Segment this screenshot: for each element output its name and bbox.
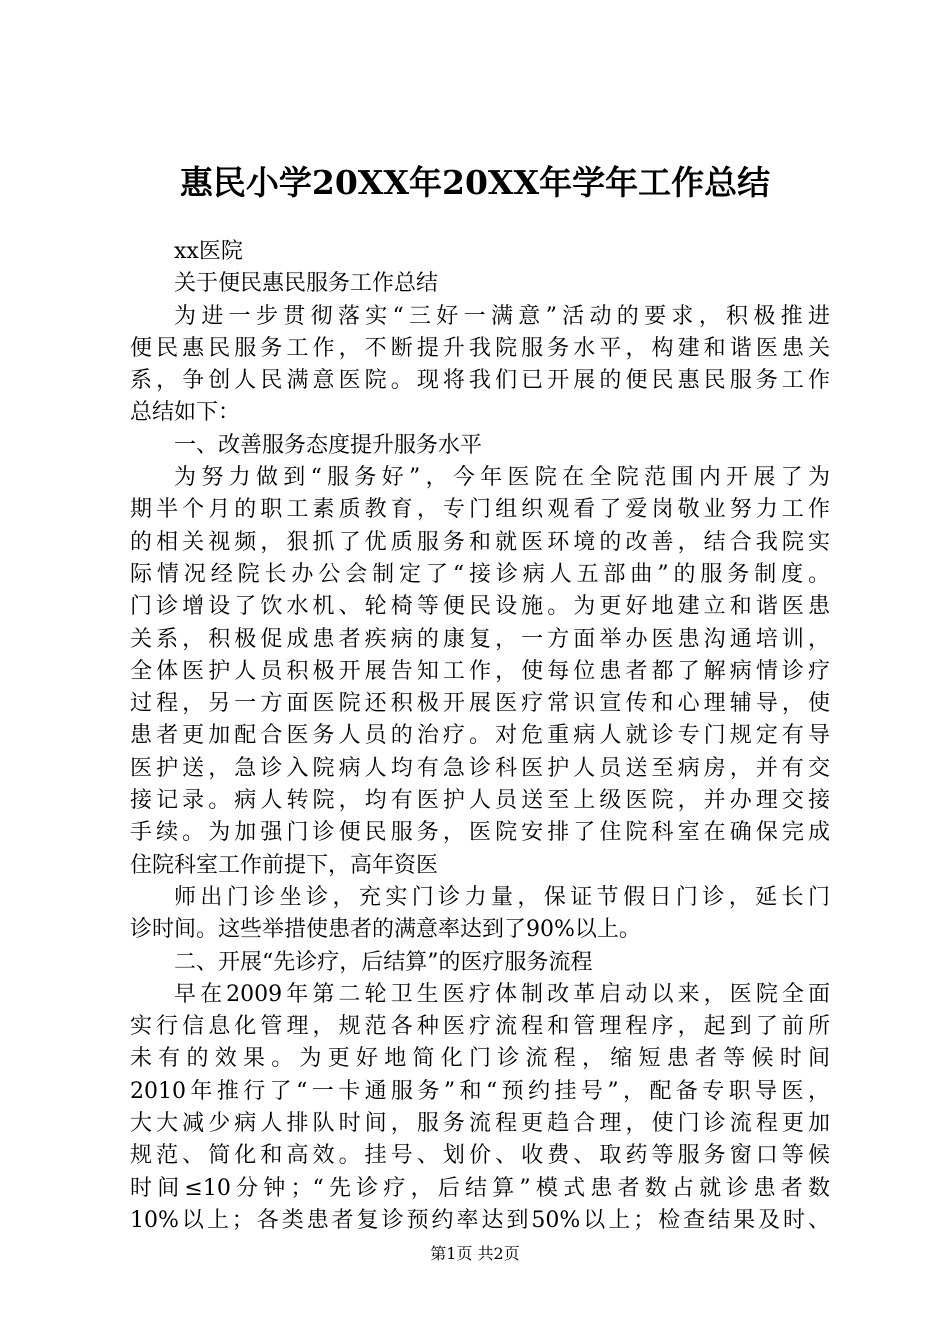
text-line: 师出门诊坐诊，充实门诊力量，保证节假日门诊，延长门 [174, 884, 830, 910]
text-line: 未有的效果。为更好地简化门诊流程，缩短患者等候时间 [130, 1046, 830, 1072]
text-line: 二、开展“先诊疗，后结算”的医疗服务流程 [174, 949, 593, 975]
text-line: 诊时间。这些举措使患者的满意率达到了90%以上。 [130, 917, 641, 943]
text-line: 实行信息化管理，规范各种医疗流程和管理程序，起到了前所 [130, 1014, 830, 1040]
text-line: 总结如下： [130, 400, 241, 426]
text-line: 手续。为加强门诊便民服务，医院安排了住院科室在确保完成 [130, 820, 830, 846]
text-line: 患者更加配合医务人员的治疗。对危重病人就诊专门规定有导 [130, 723, 830, 749]
page-number: 第1页 共2页 [430, 1244, 520, 1263]
text-line: 的相关视频，狠抓了优质服务和就医环境的改善，结合我院实 [130, 529, 830, 555]
document-body [130, 236, 830, 1237]
text-line: 系，争创人民满意医院。现将我们已开展的便民惠民服务工作 [130, 368, 830, 394]
text-line: 际情况经院长办公会制定了“接诊病人五部曲”的服务制度。 [130, 561, 830, 587]
text-line: 便民惠民服务工作，不断提升我院服务水平，构建和谐医患关 [130, 335, 830, 361]
text-line: 全体医护人员积极开展告知工作，使每位患者都了解病情诊疗 [130, 658, 830, 684]
text-line: 大大减少病人排队时间，服务流程更趋合理，使门诊流程更加 [130, 1111, 830, 1137]
text-line: 医护送，急诊入院病人均有急诊科医护人员送至病房，并有交 [130, 755, 830, 781]
text-line: 关于便民惠民服务工作总结 [174, 271, 439, 297]
text-line: 过程，另一方面医院还积极开展医疗常识宣传和心理辅导，使 [130, 691, 830, 717]
text-line: 时间≤10分钟；“先诊疗，后结算”模式患者数占就诊患者数 [130, 1175, 830, 1201]
text-line: 早在2009年第二轮卫生医疗体制改革启动以来，医院全面 [174, 981, 830, 1007]
text-line: 为努力做到“服务好”，今年医院在全院范围内开展了为 [174, 465, 830, 491]
text-line: 为进一步贯彻落实“三好一满意”活动的要求，积极推进 [174, 303, 830, 329]
text-line: 住院科室工作前提下，高年资医 [130, 852, 439, 878]
document-title: 惠民小学20XX年20XX年学年工作总结 [179, 163, 771, 202]
text-line: 门诊增设了饮水机、轮椅等便民设施。为更好地建立和谐医患 [130, 594, 830, 620]
text-line: 关系，积极促成患者疾病的康复，一方面举办医患沟通培训， [130, 626, 830, 652]
text-line: 10%以上；各类患者复诊预约率达到50%以上；检查结果及时、 [130, 1207, 830, 1233]
text-line: 期半个月的职工素质教育，专门组织观看了爱岗敬业努力工作 [130, 497, 830, 523]
text-line: 规范、简化和高效。挂号、划价、收费、取药等服务窗口等候 [130, 1143, 830, 1169]
text-line: 接记录。病人转院，均有医护人员送至上级医院，并办理交接 [130, 788, 830, 814]
text-line: 2010年推行了“一卡通服务”和“预约挂号”，配备专职导医， [130, 1078, 830, 1104]
text-line: 一、改善服务态度提升服务水平 [174, 432, 483, 458]
text-line: xx医院 [174, 239, 243, 264]
